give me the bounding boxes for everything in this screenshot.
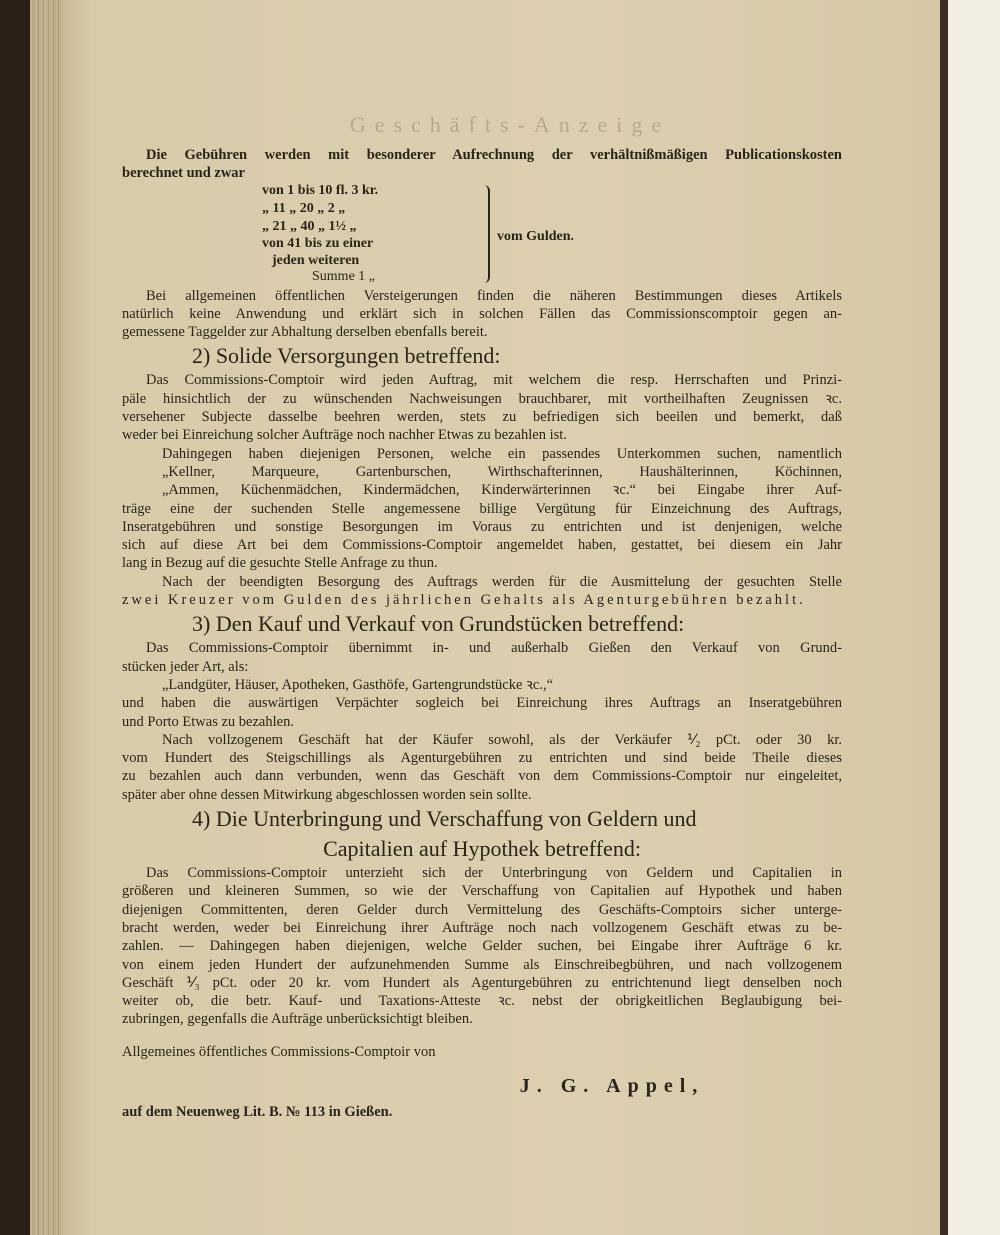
- fee-row: von 41 bis zu einer: [262, 235, 374, 251]
- document-body: [122, 146, 842, 1121]
- text-line: größeren und kleineren Summen, so wie der Verschaffung von Capitalien auf Hypothek und haben: [122, 883, 842, 900]
- text-line: träge eine der suchenden Stelle angemessene billige Vergütung für Einzeichnung des Auftrags,: [122, 500, 842, 517]
- bleed-through-header: Geschäfts-Anzeige: [349, 112, 671, 137]
- text-line: später aber ohne dessen Mitwirkung abgeschlossen worden sein sollte.: [122, 786, 532, 803]
- intro-line: berechnet und zwar: [122, 165, 245, 182]
- text-line: von einem jeden Hundert der aufzunehmenden Summe als Einschreibegbühren, und nach vollzogenem: [122, 956, 842, 973]
- text-line: bracht werden, weder bei Einreichung ihrer Aufträge noch nach vollzogenem Geschäft etwas zu be-: [122, 919, 842, 936]
- auction-line: Bei allgemeinen öffentlichen Versteigerungen finden die näheren Bestimmungen dieses Artikels: [146, 287, 842, 304]
- text-line: Nach der beendigten Besorgung des Auftrags werden für die Ausmittelung der gesuchten Stelle: [162, 573, 842, 590]
- brace-label: vom Gulden.: [497, 228, 575, 244]
- fee-row: „ 11 „ 20 „ 2 „: [262, 200, 346, 216]
- intro-line: Die Gebühren werden mit besonderer Aufrechnung der verhältnißmäßigen Publicationskosten: [146, 147, 842, 163]
- text-line: zwei Kreuzer vom Gulden des jährlichen Gehalts als Agenturgebühren bezahlt.: [122, 592, 806, 609]
- fee-row: von 1 bis 10 fl. 3 kr.: [262, 182, 379, 198]
- text-line: sich auf diese Art bei dem Commissions-Comptoir angemeldet haben, gestattet, bei diesem ein Jahr: [122, 537, 842, 554]
- text-line: vom Hundert des Steigschillings als Agenturgebühren zu entrichten und sind beide Theile dieses: [122, 750, 842, 767]
- text-line: Nach vollzogenem Geschäft hat der Käufer sowohl, als der Verkäufer ⅟₂ pCt. oder 30 kr.: [162, 731, 842, 748]
- section-4-heading: 4) Die Unterbringung und Verschaffung von Geldern und: [192, 806, 697, 832]
- auction-line: gemessene Taggelder zur Abhaltung derselben ebenfalls bereit.: [122, 324, 488, 341]
- text-line: zubringen, gegenfalls die Aufträge unberücksichtigt bleiben.: [122, 1011, 473, 1028]
- text-line: Das Commissions-Comptoir unterzieht sich der Unterbringung von Geldern und Capitalien in: [146, 865, 842, 882]
- facing-page: [948, 0, 1000, 1235]
- text-line: zahlen. — Dahingegen haben diejenigen, welche Gelder suchen, bei Eingabe ihrer Aufträge 6 kr.: [122, 938, 842, 955]
- text-line: Inseratgebühren und sonstige Besorgungen im Voraus zu entrichten und ist denjenigen, welche: [122, 518, 842, 535]
- text-line: Das Commissions-Comptoir wird jeden Auftrag, mit welchem die resp. Herrschaften und Prinzi-: [146, 372, 842, 389]
- book-gutter: [940, 0, 948, 1235]
- text-line: weiter ob, die betr. Kauf- und Taxations-Atteste ꝛc. nebst der obrigkeitlichen Beglaubigung bei-: [122, 993, 842, 1010]
- auction-line: natürlich keine Anwendung und erklärt sich in solchen Fällen das Commissionscomptoir gegen an-: [122, 305, 842, 322]
- text-line: und Porto Etwas zu bezahlen.: [122, 713, 294, 730]
- text-line: weder bei Einreichung solcher Aufträge noch nachher Etwas zu bezahlen ist.: [122, 427, 567, 444]
- signature-address: auf dem Neuenweg Lit. B. № 113 in Gießen.: [122, 1103, 393, 1120]
- text-line: Das Commissions-Comptoir übernimmt in- und außerhalb Gießen den Verkauf von Grund-: [146, 640, 842, 657]
- fee-table: [122, 183, 842, 287]
- section-2-heading: 2) Solide Versorgungen betreffend:: [192, 343, 501, 369]
- text-line: „Kellner, Marqueure, Gartenburschen, Wirthschafterinnen, Haushälterinnen, Köchinnen,: [162, 463, 842, 480]
- signature-line: Allgemeines öffentliches Commissions-Comptoir von: [122, 1043, 436, 1060]
- text-line: diejenigen Committenten, deren Gelder durch Vermittelung des Geschäfts-Comptoirs sicher unterge-: [122, 901, 842, 918]
- fee-row: Summe 1 „: [312, 268, 375, 284]
- text-line: päle hinsichtlich der zu wünschenden Nachweisungen brauchbarer, mit vortheilhaften Zeugnissen ꝛc.: [122, 390, 842, 407]
- brace: [482, 185, 490, 283]
- text-line: versehener Subjecte dasselbe beehren werden, stets zu befriedigen sich beeilen und bemerkt, daß: [122, 409, 842, 426]
- section-3-heading: 3) Den Kauf und Verkauf von Grundstücken betreffend:: [192, 611, 685, 637]
- fee-row: jeden weiteren: [272, 252, 360, 268]
- text-line: Geschäft ⅟₃ pCt. oder 20 kr. vom Hundert als Agenturgebühren zu entrichtenund liegt denselben noch: [122, 974, 842, 991]
- text-line: Dahingegen haben diejenigen Personen, welche ein passendes Unterkommen suchen, namentlich: [162, 445, 842, 462]
- text-line: „Ammen, Küchenmädchen, Kindermädchen, Kinderwärterinnen ꝛc.“ bei Eingabe ihrer Auf-: [162, 482, 842, 499]
- text-line: lang in Bezug auf die gesuchte Stelle Anfrage zu thun.: [122, 555, 438, 572]
- fee-row: „ 21 „ 40 „ 1½ „: [262, 218, 357, 234]
- section-4-heading-cont: Capitalien auf Hypothek betreffend:: [323, 836, 641, 862]
- text-line: und haben die auswärtigen Verpächter sogleich bei Einreichung ihres Auftrags an Inseratgebühren: [122, 695, 842, 712]
- text-line: „Landgüter, Häuser, Apotheken, Gasthöfe, Gartengrundstücke ꝛc.,“: [162, 676, 554, 693]
- text-line: stücken jeder Art, als:: [122, 658, 249, 675]
- signature-name: J. G. Appel,: [519, 1074, 705, 1097]
- text-line: zu bezahlen auch dann verbunden, wenn das Geschäft von dem Commissions-Comptoir nur eingeleitet,: [122, 768, 842, 785]
